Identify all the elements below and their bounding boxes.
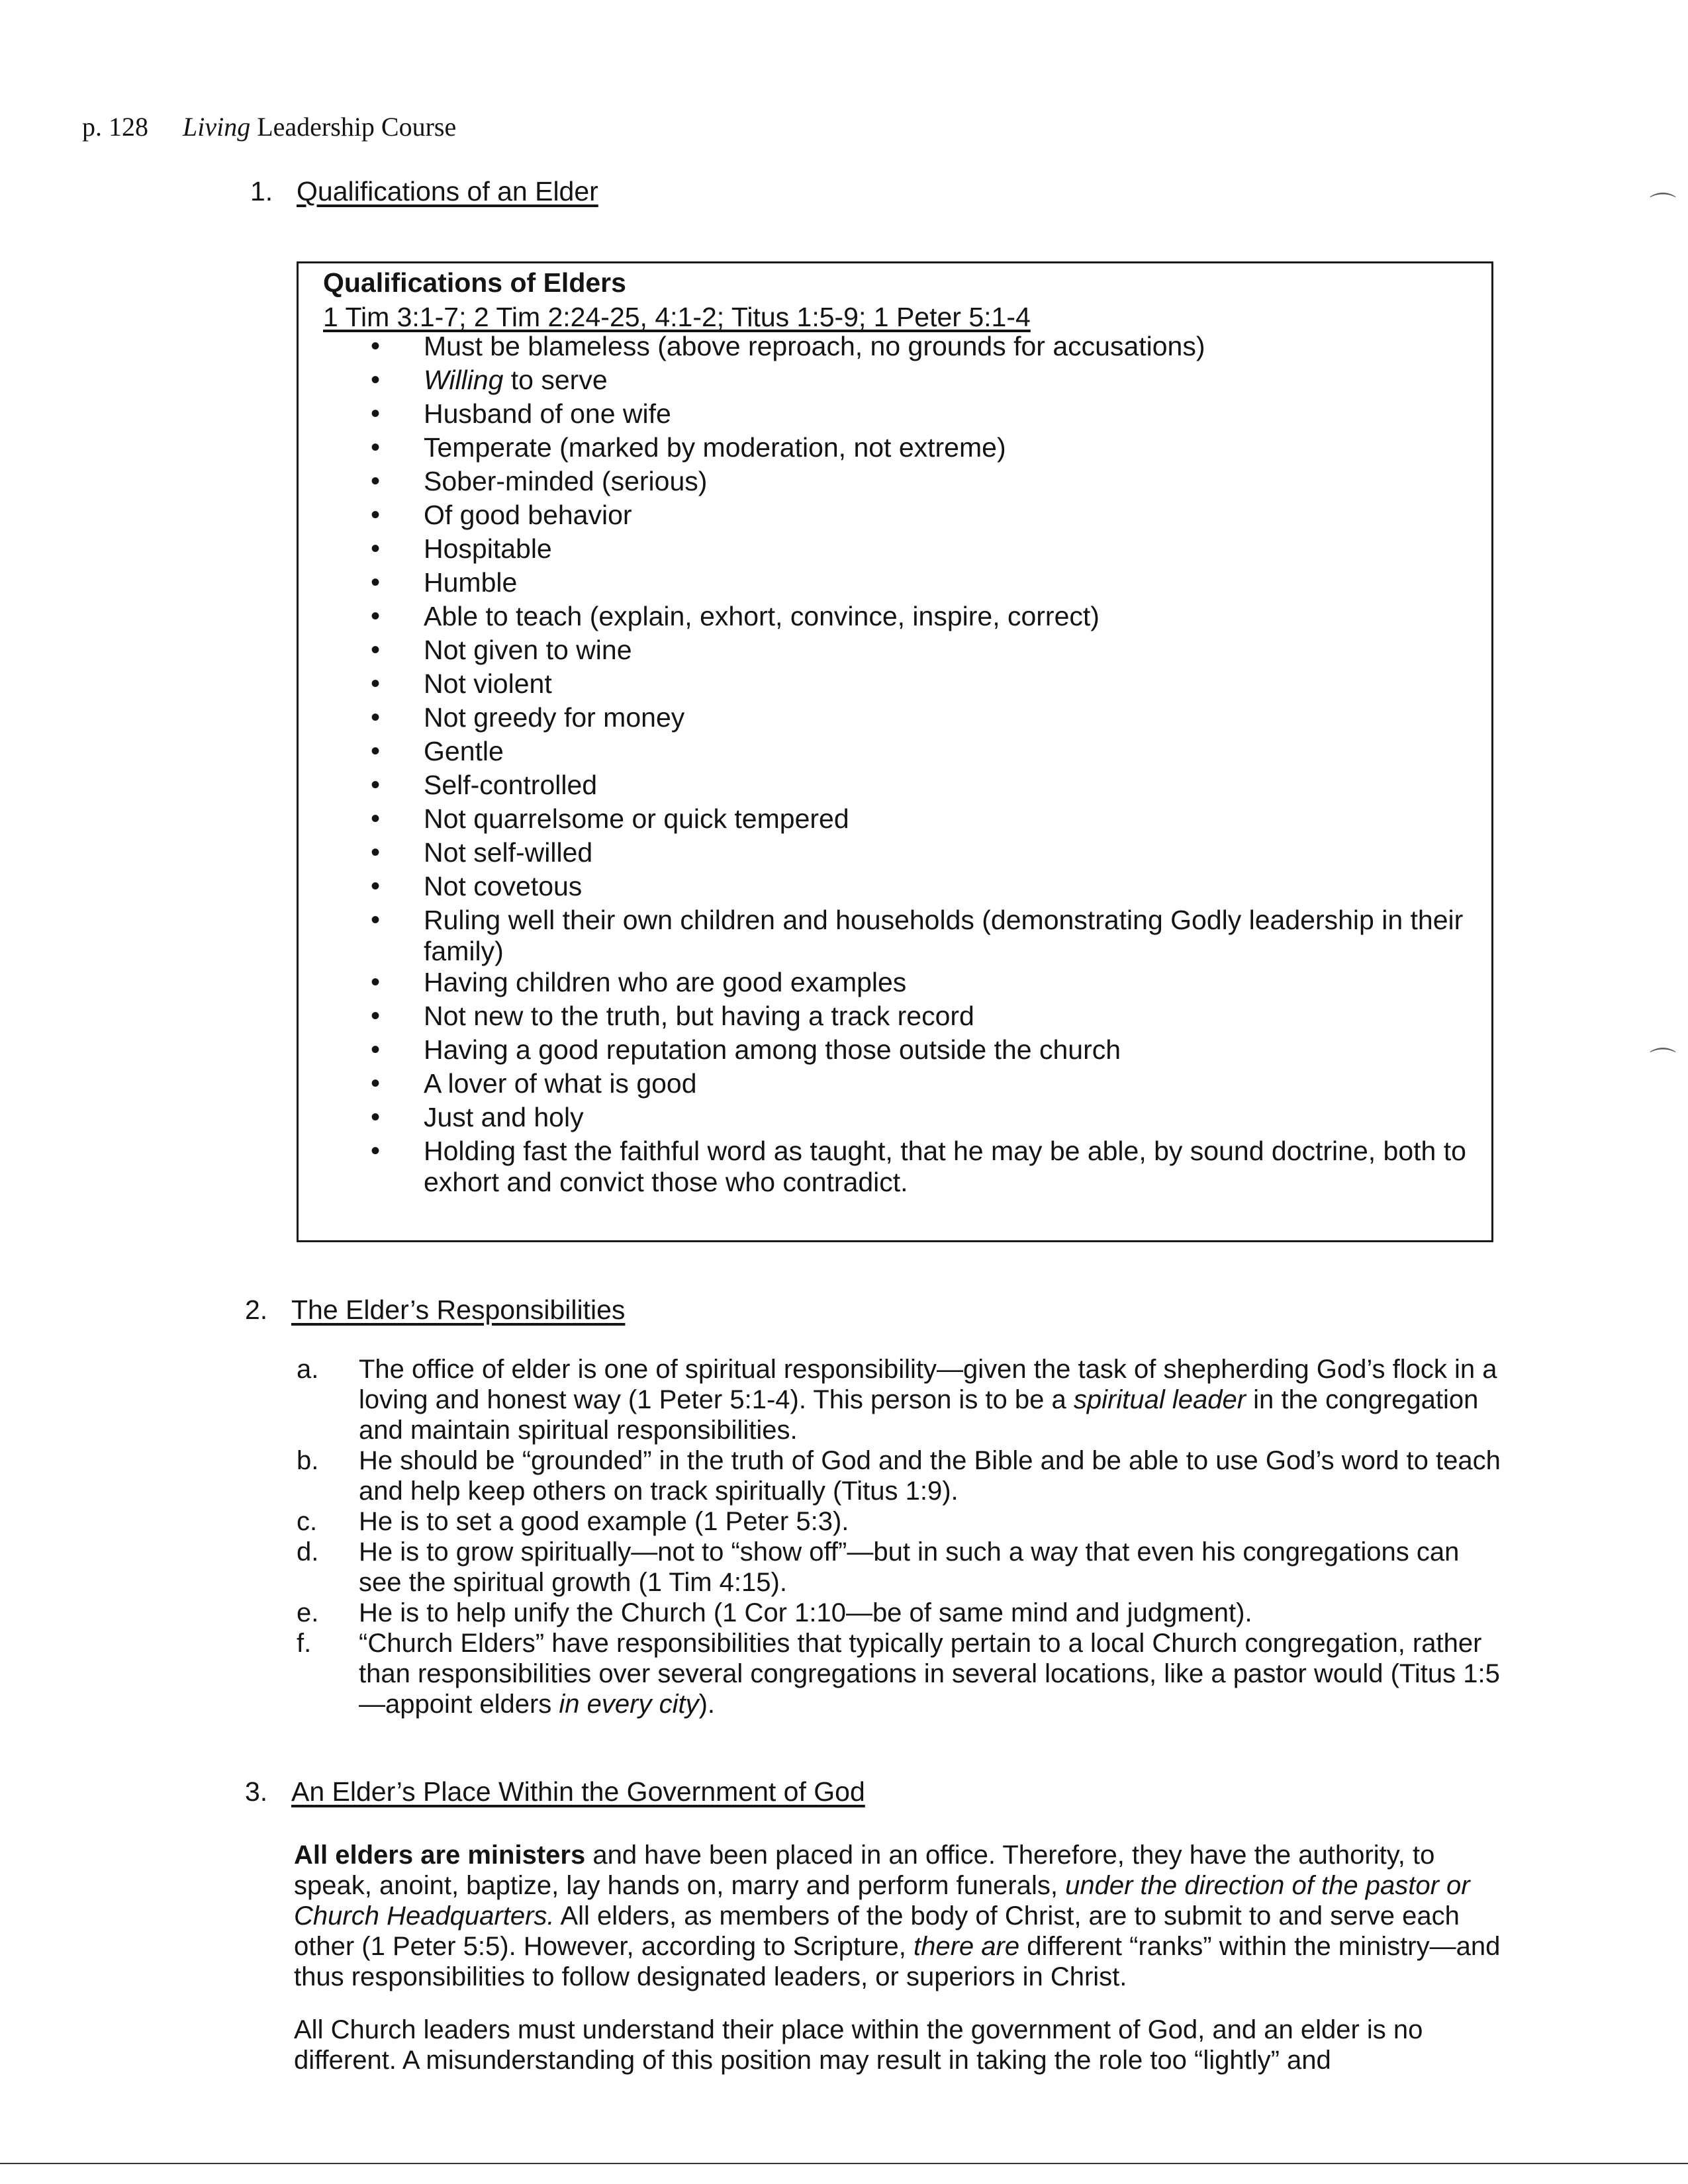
qualification-item: • Of good behavior [371,500,1483,533]
qualification-item: • Temperate (marked by moderation, not extreme) [371,432,1483,466]
qualifications-list [371,331,1483,1198]
box-title: Qualifications of Elders [323,267,626,298]
item-letter: a. [297,1355,319,1384]
section-1-heading: 1. Qualifications of an Elder [250,176,598,206]
section-3-heading: 3. An Elder’s Place Within the Government of God [245,1776,865,1807]
qualification-item: • Not covetous [371,871,1483,905]
section-2-heading: 2. The Elder’s Responsibilities [245,1295,626,1325]
page-number: p. 128 [82,112,148,142]
qualification-item: • Having children who are good examples [371,967,1483,1001]
qualification-item: • Not greedy for money [371,702,1483,736]
qualification-item: • Just and holy [371,1102,1483,1136]
responsibility-item: a. The office of elder is one of spiritual responsibility—given the task of shepherding God’s flock in a loving and honest way (1 Peter 5:1-4). This person is to be a spiritual leader in the congregation and maintain spiritual responsibilities. [297,1355,1497,1445]
item-letter: e. [297,1598,319,1627]
scan-edge-mark: ⌒ [1650,192,1676,221]
item-letter: f. [297,1629,312,1658]
page-bottom-rule [0,2163,1688,2164]
responsibility-item: b. He should be “grounded” in the truth of God and the Bible and be able to use God’s word to teach and help keep others on track spiritually (Titus 1:9). [297,1446,1501,1506]
qualification-item: • Self-controlled [371,770,1483,803]
qualification-item: • Sober-minded (serious) [371,466,1483,500]
responsibility-item: f. “Church Elders” have responsibilities that typically pertain to a local Church congregation, rather than responsibilities over several congregations in several locations, like a pastor would (Titus 1:5—appoint elders in every city). [297,1629,1500,1719]
responsibility-item: d. He is to grow spiritually—not to “show off”—but in such a way that even his congregations can see the spiritual growth (1 Tim 4:15). [297,1537,1460,1597]
qualification-item: • Ruling well their own children and households (demonstrating Godly leadership in their family) [371,905,1483,967]
responsibilities-list [297,1354,1508,1719]
qualification-item: • Not violent [371,668,1483,702]
course-title: Living Leadership Course [183,112,457,142]
government-paragraph: All Church leaders must understand their place within the government of God, and an elder is no different. A misunderstanding of this position may result in taking the role too “lightly” and [294,2015,1423,2075]
qualification-item: • Not new to the truth, but having a track record [371,1001,1483,1034]
item-letter: d. [297,1537,319,1567]
qualification-item: • Not quarrelsome or quick tempered [371,803,1483,837]
qualification-item: • Husband of one wife [371,398,1483,432]
qualification-item: • Holding fast the faithful word as taught, that he may be able, by sound doctrine, both to exhort and convict those who contradict. [371,1136,1483,1198]
qualification-item: • Willing to serve [371,365,1483,398]
scripture-references: 1 Tim 3:1-7; 2 Tim 2:24-25, 4:1-2; Titus 1:5-9; 1 Peter 5:1-4 [323,302,1031,332]
qualification-item: • Must be blameless (above reproach, no grounds for accusations) [371,331,1483,365]
elders-ministers-paragraph: All elders are ministers and have been placed in an office. Therefore, they have the authority, to speak, anoint, baptize, lay hands on, marry and perform funerals, under the direction of the pastor or Church Headquarters. All elders, as members of the body of Christ, are to submit to and serve each other (1 Peter 5:5). However, according to Scripture, there are different “ranks” within the ministry—and thus responsibilities to follow designated leaders, or superiors in Christ. [294,1841,1501,1991]
qualification-item: • A lover of what is good [371,1068,1483,1102]
qualification-item: • Not self-willed [371,837,1483,871]
responsibility-item: c. He is to set a good example (1 Peter 5:3). [297,1507,849,1536]
responsibility-item: e. He is to help unify the Church (1 Cor 1:10—be of same mind and judgment). [297,1598,1252,1627]
qualification-item: • Hospitable [371,533,1483,567]
page-header [82,111,456,142]
qualification-item: • Gentle [371,736,1483,770]
item-letter: b. [297,1446,319,1475]
qualification-item: • Having a good reputation among those outside the church [371,1034,1483,1068]
qualification-item: • Humble [371,567,1483,601]
item-letter: c. [297,1507,318,1536]
scan-edge-mark: ⌒ [1650,1047,1676,1076]
qualification-item: • Not given to wine [371,635,1483,668]
qualification-item: • Able to teach (explain, exhort, convince, inspire, correct) [371,601,1483,635]
